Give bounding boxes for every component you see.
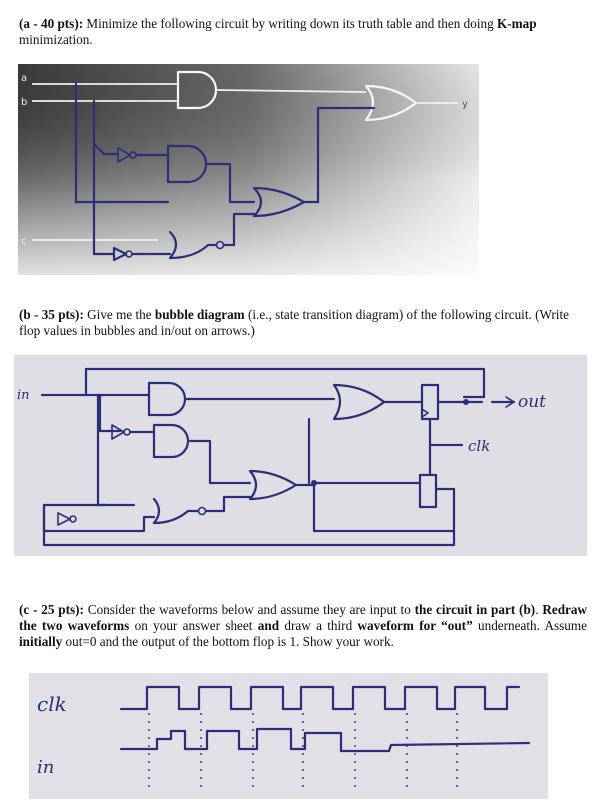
part-b-text2: (i.e., state transition diagram) of the following circuit. (Write flop values in bubbles and in/out on arrows.) — [19, 307, 569, 338]
part-c-text1: Consider the waveforms below and assume they are input to — [83, 602, 415, 617]
part-c-text3: on your answer sheet — [129, 618, 258, 633]
part-b-text1: Give me the — [83, 307, 155, 322]
part-a-text: Minimize the following circuit by writing down its truth table and then doing — [83, 16, 497, 31]
part-c-text4: draw a third — [279, 618, 358, 633]
part-c-bold3: and — [257, 618, 280, 633]
part-c-text6: out=0 and the output of the bottom flop is 1. Show your work. — [62, 634, 394, 649]
part-a-bold-tail: K-map — [496, 16, 537, 31]
part-c-heading: (c - 25 pts): — [19, 602, 84, 617]
part-c-bold4: waveform for “out” — [357, 618, 473, 633]
part-c-text5: underneath. Assume — [472, 618, 587, 633]
part-c-text2: . — [535, 602, 543, 617]
out-label: out — [518, 392, 547, 412]
part-b-question — [19, 307, 587, 339]
part-c-bold2: Redraw the two waveforms — [19, 602, 587, 633]
part-a-text-end: minimization. — [19, 32, 93, 47]
input-c-label: c — [21, 236, 27, 247]
part-c-waveform-image — [29, 673, 548, 799]
input-b-label: b — [21, 97, 28, 108]
part-a-heading: (a - 40 pts): — [19, 16, 84, 31]
part-b-bold: bubble diagram — [154, 307, 245, 322]
clk-label: clk — [468, 437, 491, 455]
input-a-label: a — [21, 73, 28, 84]
part-c-bold5: initially — [19, 634, 63, 649]
part-b-circuit-image — [14, 355, 587, 556]
part-a-circuit-image — [18, 64, 479, 275]
part-b-heading: (b - 35 pts): — [19, 307, 84, 322]
clk-signal-label: clk — [37, 692, 67, 716]
part-c-question — [19, 602, 587, 650]
part-c-bold1: the circuit in part (b) — [414, 602, 536, 617]
in-signal-label: in — [37, 757, 55, 778]
in-label: in — [17, 388, 30, 403]
output-y-label: y — [462, 99, 468, 110]
part-a-question — [19, 16, 587, 48]
